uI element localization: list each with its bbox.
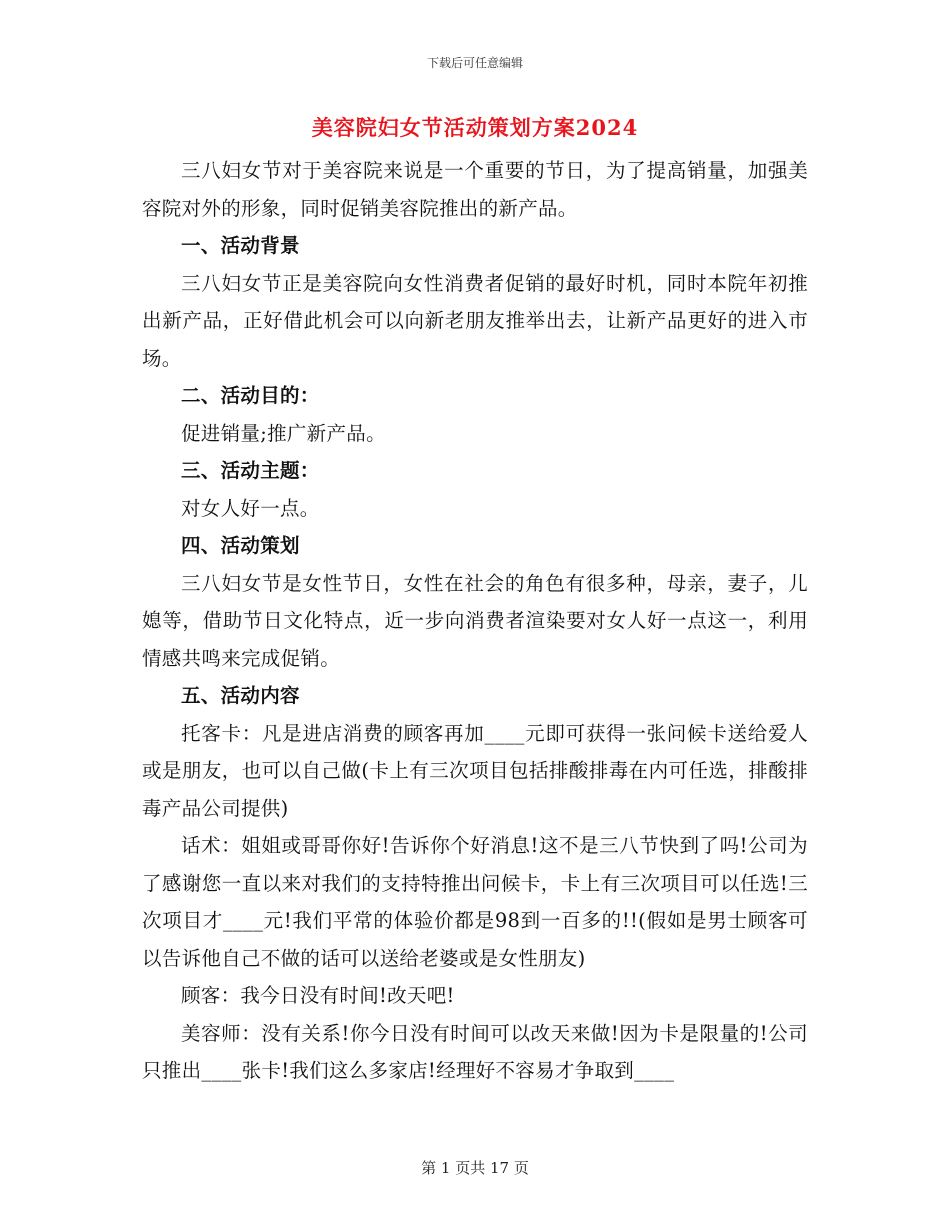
paragraph-purpose: 促进销量;推广新产品。 <box>181 421 386 445</box>
document-title: 美容院妇女节活动策划方案2024 <box>311 115 639 140</box>
paragraph-customer: 顾客：我今日没有时间!改天吧! <box>181 984 455 1007</box>
paragraph-card: 托客卡：凡是进店消费的顾客再加____元即可获得一张问候卡送给爱人或是朋友，也可以自己做(卡上有三次项目包括排酸排毒在内可任选，排酸排毒产品公司提供) <box>142 721 808 820</box>
section-heading-theme: 三、活动主题： <box>181 459 320 482</box>
paragraph-planning: 三八妇女节是女性节日，女性在社会的角色有很多种，母亲，妻子，儿媳等，借助节日文化特点，近一步向消费者渲染要对女人好一点这一，利用情感共鸣来完成促销。 <box>142 571 808 670</box>
section-heading-content: 五、活动内容 <box>181 684 300 707</box>
header-note: 下载后可任意编辑 <box>426 56 523 70</box>
paragraph-theme: 对女人好一点。 <box>181 496 320 520</box>
section-heading-background: 一、活动背景 <box>181 234 300 257</box>
paragraph-beautician: 美容师：没有关系!你今日没有时间可以改天来做!因为卡是限量的!公司只推出____张卡!我们这么多家店!经理好不容易才争取到____ <box>142 1021 808 1082</box>
section-heading-purpose: 二、活动目的： <box>181 384 320 407</box>
page-footer: 第 1 页共 17 页 <box>421 1159 529 1177</box>
document-body <box>142 152 808 1090</box>
paragraph-intro: 三八妇女节对于美容院来说是一个重要的节日，为了提高销量，加强美容院对外的形象，同时促销美容院推出的新产品。 <box>142 159 808 220</box>
paragraph-background: 三八妇女节正是美容院向女性消费者促销的最好时机，同时本院年初推出新产品，正好借此机会可以向新老朋友推举出去，让新产品更好的进入市场。 <box>142 271 808 370</box>
section-heading-planning: 四、活动策划 <box>181 534 300 557</box>
paragraph-script: 话术：姐姐或哥哥你好!告诉你个好消息!这不是三八节快到了吗!公司为了感谢您一直以来对我们的支持特推出问候卡，卡上有三次项目可以任选!三次项目才____元!我们平常的体验价都是98到一百多的!!(假如是男士顾客可以告诉他自己不做的话可以送给老婆或是女性朋友) <box>142 834 808 970</box>
